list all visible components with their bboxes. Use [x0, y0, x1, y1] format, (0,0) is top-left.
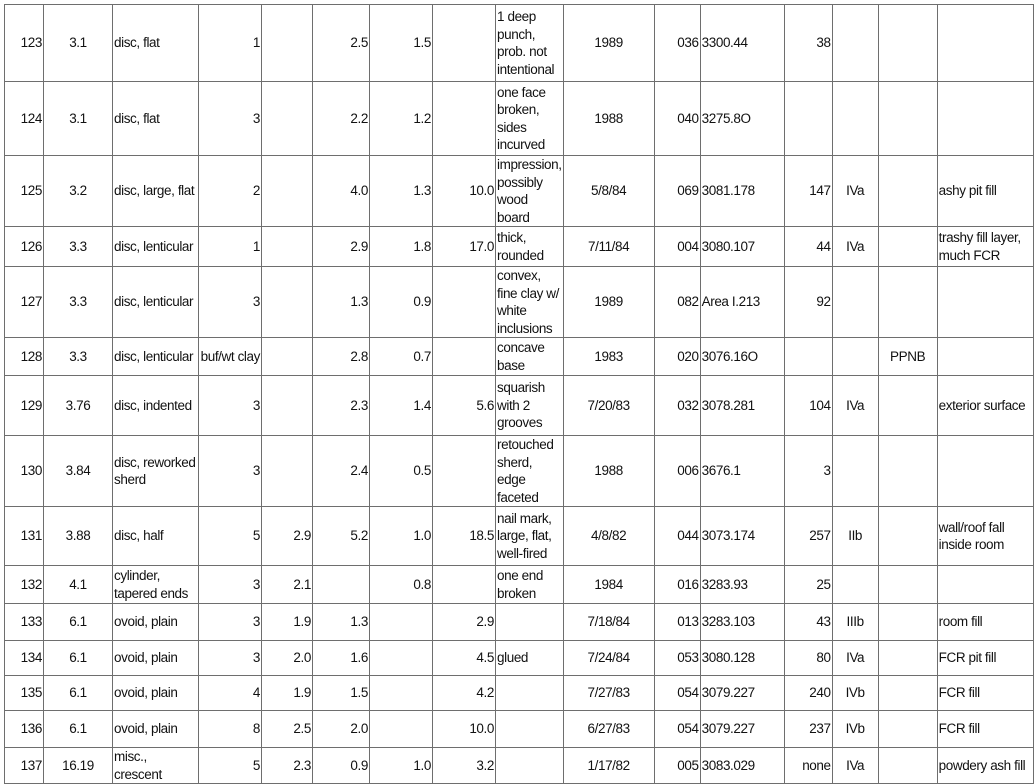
cell-context: [937, 338, 1033, 376]
cell-basket: 020: [654, 338, 700, 376]
cell-basket: 069: [654, 156, 700, 227]
cell-period: [878, 436, 937, 507]
cell-form: disc, lenticular: [113, 338, 199, 376]
cell-no: 129: [5, 376, 44, 436]
cell-dim3: 1.0: [370, 507, 433, 566]
cell-phase: [832, 338, 878, 376]
cell-elev: none: [784, 748, 832, 784]
cell-type-code: 3.76: [44, 376, 113, 436]
cell-notes: concave base: [496, 338, 564, 376]
cell-dim3: 1.5: [370, 5, 433, 82]
cell-dim3: 1.3: [370, 156, 433, 227]
cell-date: 5/8/84: [563, 156, 654, 227]
cell-basket: 032: [654, 376, 700, 436]
cell-phase: IVa: [832, 227, 878, 267]
cell-form: disc, large, flat: [113, 156, 199, 227]
cell-date: 1988: [563, 436, 654, 507]
cell-no: 125: [5, 156, 44, 227]
cell-form: cylinder, tapered ends: [113, 566, 199, 604]
cell-color: 5: [199, 507, 262, 566]
cell-color: 2: [199, 156, 262, 227]
cell-dim2: [313, 566, 370, 604]
cell-dim1: [262, 376, 313, 436]
table-row: [5, 507, 1034, 566]
cell-dim2: 2.5: [313, 5, 370, 82]
cell-dim4: [433, 267, 496, 338]
cell-date: 6/27/83: [563, 711, 654, 748]
cell-type-code: 6.1: [44, 711, 113, 748]
cell-date: 1988: [563, 82, 654, 156]
cell-context: room fill: [937, 604, 1033, 641]
cell-elev: 92: [784, 267, 832, 338]
cell-locus: 3073.174: [700, 507, 784, 566]
cell-phase: [832, 566, 878, 604]
cell-context: FCR pit fill: [937, 641, 1033, 676]
cell-notes: impression, possibly wood board: [497, 157, 562, 225]
cell-elev: 257: [784, 507, 832, 566]
cell-type-code: 3.3: [44, 267, 113, 338]
cell-period: [878, 82, 937, 156]
cell-phase: IIb: [832, 507, 878, 566]
cell-form: disc, reworked sherd: [113, 436, 199, 507]
cell-no: 124: [5, 82, 44, 156]
cell-dim4: 17.0: [433, 227, 496, 267]
cell-elev: 38: [784, 5, 832, 82]
cell-notes: thick, rounded: [496, 227, 564, 267]
cell-basket: 036: [654, 5, 700, 82]
cell-dim1: [262, 5, 313, 82]
cell-dim1: [262, 267, 313, 338]
cell-locus: 3283.103: [700, 604, 784, 641]
cell-context: [937, 436, 1033, 507]
cell-elev: 104: [784, 376, 832, 436]
cell-locus: 3076.16O: [700, 338, 784, 376]
cell-type-code: 16.19: [44, 748, 113, 784]
cell-phase: [832, 5, 878, 82]
cell-elev: 240: [784, 676, 832, 711]
cell-period: [878, 641, 937, 676]
cell-period: [878, 267, 937, 338]
cell-basket: 006: [654, 436, 700, 507]
table-row: [5, 604, 1034, 641]
cell-phase: IVa: [832, 641, 878, 676]
cell-dim4: 10.0: [433, 711, 496, 748]
cell-date: 7/18/84: [563, 604, 654, 641]
cell-period: [878, 748, 937, 784]
cell-elev: 237: [784, 711, 832, 748]
cell-dim4: 4.2: [433, 676, 496, 711]
cell-notes: one end broken: [496, 566, 564, 604]
cell-form: disc, lenticular: [113, 267, 199, 338]
cell-context: [937, 82, 1033, 156]
cell-locus: 3078.281: [700, 376, 784, 436]
cell-dim4: 10.0: [433, 156, 496, 227]
cell-dim1: [262, 227, 313, 267]
cell-locus: 3081.178: [700, 156, 784, 227]
cell-date: 7/24/84: [563, 641, 654, 676]
cell-context: [937, 5, 1033, 82]
cell-dim3: 0.9: [370, 267, 433, 338]
cell-type-code: 3.84: [44, 436, 113, 507]
cell-color: 1: [199, 227, 262, 267]
cell-dim4: [433, 5, 496, 82]
cell-form: ovoid, plain: [113, 641, 199, 676]
table-row: [5, 267, 1034, 338]
cell-date: 1983: [563, 338, 654, 376]
cell-context: wall/roof fall inside room: [937, 507, 1033, 566]
cell-context: exterior surface: [937, 376, 1033, 436]
cell-no: 134: [5, 641, 44, 676]
cell-period: [878, 227, 937, 267]
cell-no: 131: [5, 507, 44, 566]
cell-context: [937, 566, 1033, 604]
cell-dim1: 2.5: [262, 711, 313, 748]
cell-context: [937, 267, 1033, 338]
cell-period: [878, 5, 937, 82]
cell-color: 4: [199, 676, 262, 711]
cell-locus: 3275.8O: [700, 82, 784, 156]
table-row: [5, 676, 1034, 711]
cell-type-code: 3.2: [44, 156, 113, 227]
cell-dim1: [262, 156, 313, 227]
cell-date: 1/17/82: [563, 748, 654, 784]
cell-dim4: 3.2: [433, 748, 496, 784]
cell-type-code: 6.1: [44, 604, 113, 641]
cell-context: FCR fill: [937, 711, 1033, 748]
cell-notes: nail mark, large, flat, well-fired: [496, 507, 564, 566]
table-row: [5, 711, 1034, 748]
table-row: [5, 376, 1034, 436]
table-row: [5, 748, 1034, 784]
cell-elev: 25: [784, 566, 832, 604]
cell-no: 130: [5, 436, 44, 507]
cell-dim2: 2.3: [313, 376, 370, 436]
cell-color: 3: [199, 82, 262, 156]
cell-elev: 43: [784, 604, 832, 641]
cell-basket: 016: [654, 566, 700, 604]
cell-locus: 3283.93: [700, 566, 784, 604]
cell-dim4: 18.5: [433, 507, 496, 566]
cell-basket: 054: [654, 676, 700, 711]
cell-form: disc, half: [113, 507, 199, 566]
cell-context: FCR fill: [937, 676, 1033, 711]
cell-type-code: 3.3: [44, 227, 113, 267]
cell-dim3: 0.7: [370, 338, 433, 376]
cell-phase: IVb: [832, 711, 878, 748]
cell-dim3: 1.0: [370, 748, 433, 784]
artifact-table: [4, 4, 1034, 784]
cell-elev: [784, 338, 832, 376]
cell-color: 3: [199, 641, 262, 676]
cell-dim1: 1.9: [262, 604, 313, 641]
cell-dim2: 2.4: [313, 436, 370, 507]
cell-form: misc., crescent: [113, 748, 199, 784]
cell-dim1: [262, 82, 313, 156]
cell-color: 5: [199, 748, 262, 784]
cell-notes: 1 deep punch, prob. not intentional: [496, 5, 564, 82]
cell-date: 7/20/83: [563, 376, 654, 436]
cell-no: 132: [5, 566, 44, 604]
cell-dim1: 2.0: [262, 641, 313, 676]
cell-locus: 3080.107: [700, 227, 784, 267]
cell-dim2: 2.8: [313, 338, 370, 376]
cell-color: 3: [199, 376, 262, 436]
cell-dim3: [370, 641, 433, 676]
cell-date: 1984: [563, 566, 654, 604]
cell-locus: 3300.44: [700, 5, 784, 82]
cell-dim3: 1.2: [370, 82, 433, 156]
cell-period: PPNB: [878, 338, 937, 376]
cell-dim2: 1.5: [313, 676, 370, 711]
cell-period: [878, 604, 937, 641]
cell-context: ashy pit fill: [937, 156, 1033, 227]
cell-locus: 3079.227: [700, 676, 784, 711]
cell-form: disc, indented: [113, 376, 199, 436]
table-row: [5, 566, 1034, 604]
cell-phase: [832, 267, 878, 338]
cell-dim2: 0.9: [313, 748, 370, 784]
cell-dim4: [433, 338, 496, 376]
cell-basket: 005: [654, 748, 700, 784]
cell-color: 3: [199, 604, 262, 641]
cell-form: disc, lenticular: [113, 227, 199, 267]
cell-period: [878, 566, 937, 604]
cell-color: 3: [199, 436, 262, 507]
table-row: [5, 338, 1034, 376]
cell-dim4: [433, 82, 496, 156]
cell-dim4: 5.6: [433, 376, 496, 436]
cell-elev: [784, 82, 832, 156]
table-row: [5, 227, 1034, 267]
table-row: [5, 641, 1034, 676]
cell-dim2: 1.3: [313, 604, 370, 641]
cell-type-code: 3.3: [44, 338, 113, 376]
cell-elev: 44: [784, 227, 832, 267]
cell-type-code: 3.1: [44, 5, 113, 82]
cell-no: 123: [5, 5, 44, 82]
cell-date: 7/27/83: [563, 676, 654, 711]
table-row: [5, 436, 1034, 507]
cell-date: 1989: [563, 5, 654, 82]
cell-dim4: 2.9: [433, 604, 496, 641]
cell-no: 127: [5, 267, 44, 338]
cell-color: 3: [199, 267, 262, 338]
cell-basket: 004: [654, 227, 700, 267]
cell-color: 1: [199, 5, 262, 82]
cell-notes: convex, fine clay w/ white inclusions: [496, 267, 564, 338]
cell-dim2: 1.6: [313, 641, 370, 676]
cell-notes: [496, 748, 564, 784]
cell-locus: 3676.1: [700, 436, 784, 507]
cell-dim2: 2.2: [313, 82, 370, 156]
cell-color: 8: [199, 711, 262, 748]
cell-notes: [496, 676, 564, 711]
cell-form: disc, flat: [113, 5, 199, 82]
cell-locus: 3079.227: [700, 711, 784, 748]
cell-phase: [832, 436, 878, 507]
cell-form: ovoid, plain: [113, 604, 199, 641]
cell-dim3: 1.4: [370, 376, 433, 436]
cell-dim1: [262, 436, 313, 507]
cell-elev: 80: [784, 641, 832, 676]
cell-dim3: [370, 711, 433, 748]
cell-period: [878, 156, 937, 227]
cell-no: 133: [5, 604, 44, 641]
cell-basket: 040: [654, 82, 700, 156]
cell-dim3: 0.5: [370, 436, 433, 507]
cell-dim2: 2.0: [313, 711, 370, 748]
table-row: [5, 82, 1034, 156]
cell-context: powdery ash fill: [937, 748, 1033, 784]
cell-dim1: 1.9: [262, 676, 313, 711]
cell-form: ovoid, plain: [113, 711, 199, 748]
cell-period: [878, 711, 937, 748]
cell-phase: IVa: [832, 376, 878, 436]
cell-notes: glued: [496, 641, 564, 676]
cell-dim2: 2.9: [313, 227, 370, 267]
cell-basket: 054: [654, 711, 700, 748]
cell-dim3: 0.8: [370, 566, 433, 604]
cell-dim1: [262, 338, 313, 376]
cell-type-code: 4.1: [44, 566, 113, 604]
table-row: [5, 5, 1034, 82]
cell-notes: squarish with 2 grooves: [496, 376, 564, 436]
cell-phase: [832, 82, 878, 156]
cell-locus: Area I.213: [700, 267, 784, 338]
cell-dim2: 4.0: [313, 156, 370, 227]
cell-no: 137: [5, 748, 44, 784]
cell-phase: IVa: [832, 156, 878, 227]
cell-period: [878, 676, 937, 711]
cell-notes: retouched sherd, edge faceted: [496, 436, 564, 507]
cell-type-code: 6.1: [44, 676, 113, 711]
cell-no: 136: [5, 711, 44, 748]
table-row: [5, 156, 1034, 227]
cell-dim2: 1.3: [313, 267, 370, 338]
cell-locus: 3080.128: [700, 641, 784, 676]
cell-type-code: 6.1: [44, 641, 113, 676]
cell-basket: 044: [654, 507, 700, 566]
cell-period: [878, 507, 937, 566]
cell-dim4: [433, 566, 496, 604]
cell-dim4: [433, 436, 496, 507]
cell-no: 135: [5, 676, 44, 711]
cell-type-code: 3.88: [44, 507, 113, 566]
cell-dim1: 2.3: [262, 748, 313, 784]
cell-basket: 053: [654, 641, 700, 676]
cell-basket: 082: [654, 267, 700, 338]
cell-no: 128: [5, 338, 44, 376]
cell-date: 1989: [563, 267, 654, 338]
cell-notes: [496, 711, 564, 748]
cell-dim1: 2.9: [262, 507, 313, 566]
cell-form: ovoid, plain: [113, 676, 199, 711]
cell-dim3: 1.8: [370, 227, 433, 267]
cell-context: trashy fill layer, much FCR: [937, 227, 1033, 267]
cell-notes: one face broken, sides incurved: [496, 82, 564, 156]
cell-color: buf/wt clay: [199, 338, 262, 376]
cell-period: [878, 376, 937, 436]
cell-dim2: 5.2: [313, 507, 370, 566]
cell-elev: 147: [784, 156, 832, 227]
cell-color: 3: [199, 566, 262, 604]
cell-basket: 013: [654, 604, 700, 641]
cell-phase: IVa: [832, 748, 878, 784]
cell-phase: IVb: [832, 676, 878, 711]
cell-dim4: 4.5: [433, 641, 496, 676]
cell-form: disc, flat: [113, 82, 199, 156]
cell-no: 126: [5, 227, 44, 267]
cell-notes: [496, 604, 564, 641]
cell-elev: 3: [784, 436, 832, 507]
cell-phase: IIIb: [832, 604, 878, 641]
cell-date: 7/11/84: [563, 227, 654, 267]
cell-dim3: [370, 604, 433, 641]
cell-date: 4/8/82: [563, 507, 654, 566]
cell-locus: 3083.029: [700, 748, 784, 784]
cell-dim1: 2.1: [262, 566, 313, 604]
cell-type-code: 3.1: [44, 82, 113, 156]
cell-dim3: [370, 676, 433, 711]
